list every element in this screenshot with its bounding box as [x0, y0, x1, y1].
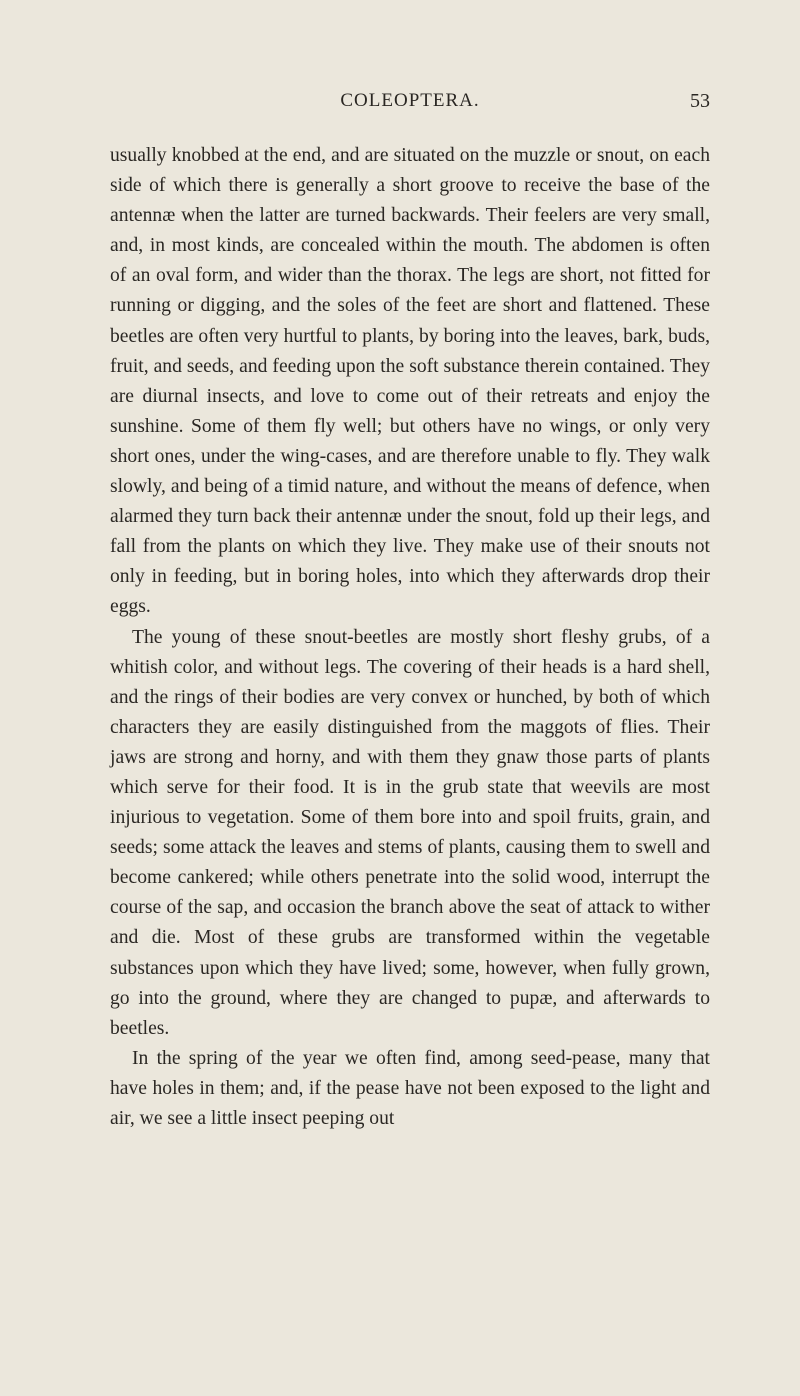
- page-number: 53: [690, 90, 710, 112]
- body-text: [110, 141, 710, 1134]
- running-title: COLEOPTERA.: [340, 90, 480, 111]
- paragraph-1: usually knobbed at the end, and are situated on the muzzle or snout, on each side of which there is generally a short groove to receive the base of the antennæ when the latter are turned backwards. Their feelers are very small, and, in most kinds, are concealed within the mouth. The abdomen is often of an oval form, and wider than the thorax. The legs are short, not fitted for running or digging, and the soles of the feet are short and flattened. These beetles are often very hurtful to plants, by boring into the leaves, bark, buds, fruit, and seeds, and feeding upon the soft substance therein contained. They are diurnal insects, and love to come out of their retreats and enjoy the sunshine. Some of them fly well; but others have no wings, or only very short ones, under the wing-cases, and are therefore unable to fly. They walk slowly, and being of a timid nature, and without the means of defence, when alarmed they turn back their antennæ under the snout, fold up their legs, and fall from the plants on which they live. They make use of their snouts not only in feeding, but in boring holes, into which they afterwards drop their eggs.: [110, 145, 710, 618]
- paragraph-2: The young of these snout-beetles are mostly short fleshy grubs, of a whitish color, and without legs. The covering of their heads is a hard shell, and the rings of their bodies are very convex or hunched, by both of which characters they are easily distinguished from the maggots of flies. Their jaws are strong and horny, and with them they gnaw those parts of plants which serve for their food. It is in the grub state that weevils are most injurious to vegetation. Some of them bore into and spoil fruits, grain, and seeds; some attack the leaves and stems of plants, causing them to swell and become cankered; while others penetrate into the solid wood, interrupt the course of the sap, and occasion the branch above the seat of attack to wither and die. Most of these grubs are transformed within the vegetable substances upon which they have lived; some, however, when fully grown, go into the ground, where they are changed to pupæ, and afterwards to beetles.: [110, 626, 710, 1039]
- paragraph-3: In the spring of the year we often find, among seed-pease, many that have holes in them; and, if the pease have not been exposed to the light and air, we see a little insect peeping out: [110, 1047, 710, 1129]
- page-header: [110, 90, 710, 126]
